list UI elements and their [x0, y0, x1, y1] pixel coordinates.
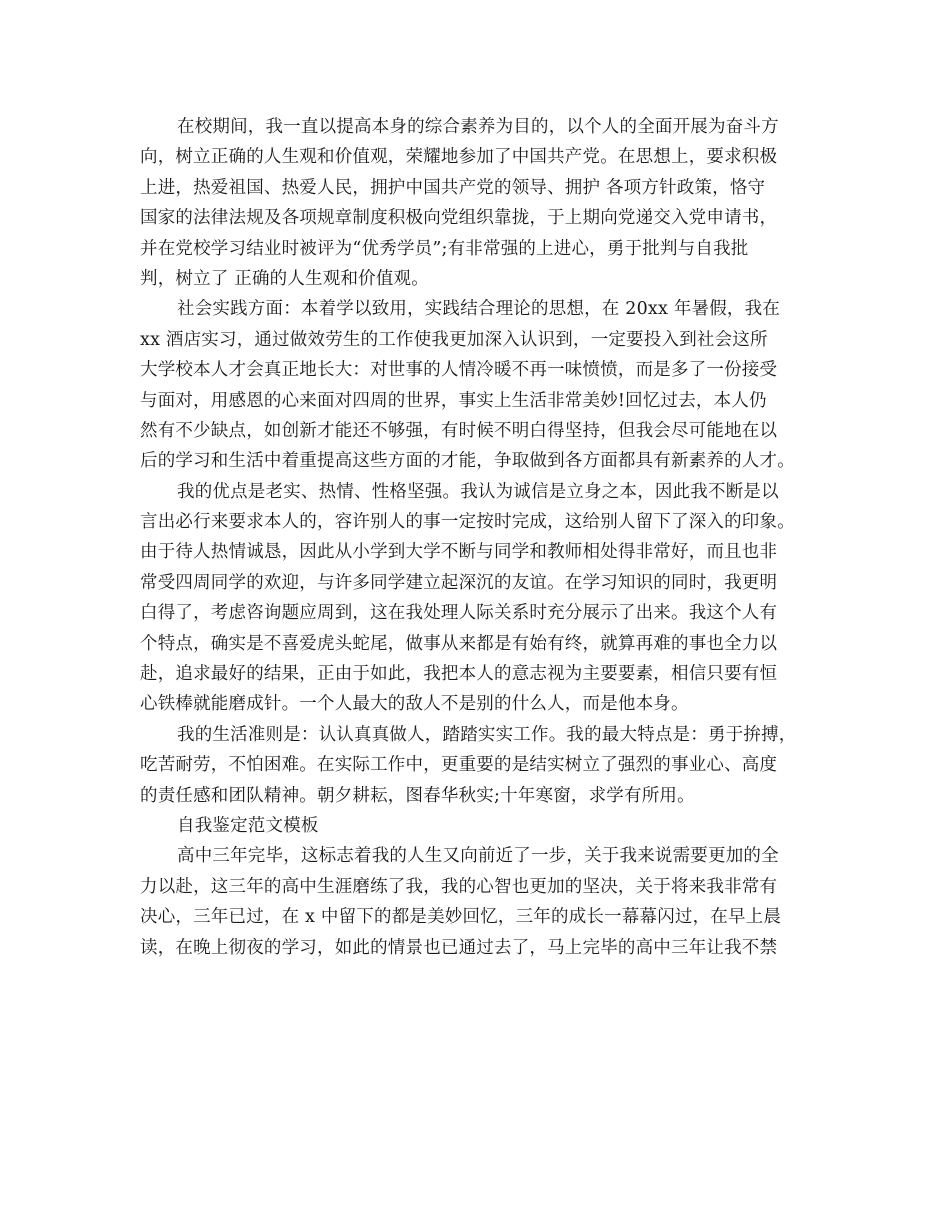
text-line: 个特点，确实是不喜爱虎头蛇尾，做事从来都是有始有终，就算再难的事也全力以	[140, 633, 778, 654]
text-line: 吃苦耐劳，不怕困难。在实际工作中，更重要的是结实树立了强烈的事业心、高度	[140, 755, 778, 776]
text-line: 在校期间，我一直以提高本身的综合素养为目的，以个人的全面开展为奋斗方	[177, 117, 779, 137]
text-line: 读，在晚上彻夜的学习，如此的情景也已通过去了，马上完毕的高中三年让我不禁	[140, 937, 778, 958]
text-line: 大学校本人才会真正地长大：对世事的人情冷暖不再一味愤愤，而是多了一份接受	[140, 360, 778, 381]
text-line: xx 酒店实习，通过做效劳生的工作使我更加深入认识到，一定要投入到社会这所	[140, 329, 768, 350]
text-line: 言出必行来要求本人的，容许别人的事一定按时完成，这给别人留下了深入的印象。	[140, 512, 795, 533]
text-line: 自我鉴定范文模板	[177, 815, 319, 836]
text-line: 社会实践方面：本着学以致用，实践结合理论的思想，在 20xx 年暑假，我在	[177, 299, 781, 320]
text-line: 上进，热爱祖国、热爱人民，拥护中国共产党的领导、拥护 各项方针政策，恪守	[140, 177, 766, 198]
text-line: 高中三年完毕，这标志着我的人生又向前近了一步，关于我来说需要更加的全	[177, 846, 779, 867]
text-line: 决心，三年已过，在 x 中留下的都是美妙回忆，三年的成长一幕幕闪过，在早上晨	[140, 907, 782, 928]
text-line: 白得了，考虑咨询题应周到，这在我处理人际关系时充分展示了出来。我这个人有	[140, 603, 778, 624]
text-line: 判，树立了 正确的人生观和价值观。	[140, 268, 429, 289]
text-line: 向，树立正确的人生观和价值观，荣耀地参加了中国共产党。在思想上，要求积极	[140, 147, 778, 168]
text-line: 然有不少缺点，如创新才能还不够强，有时候不明白得坚持，但我会尽可能地在以	[140, 420, 778, 441]
text-line: 国家的法律法规及各项规章制度积极向党组织靠拢，于上期向党递交入党申请书，	[140, 208, 778, 229]
text-line: 的责任感和团队精神。朝夕耕耘，图春华秋实;十年寒窗，求学有所用。	[140, 785, 695, 806]
document-body	[140, 112, 820, 963]
text-line: 我的生活准则是：认认真真做人，踏踏实实工作。我的最大特点是：勇于拚搏，	[177, 724, 797, 745]
text-line: 并在党校学习结业时被评为“优秀学员”;有非常强的上进心，勇于批判与自我批	[140, 238, 749, 259]
text-line: 常受四周同学的欢迎，与许多同学建立起深沉的友谊。在学习知识的同时，我更明	[140, 572, 778, 593]
text-line: 我的优点是老实、热情、性格坚强。我认为诚信是立身之本，因此我不断是以	[177, 481, 779, 502]
text-line: 赴，追求最好的结果，正由于如此，我把本人的意志视为主要要素，相信只要有恒	[140, 664, 778, 685]
text-line: 心铁棒就能磨成针。一个人最大的敌人不是别的什么人，而是他本身。	[140, 694, 689, 715]
text-line: 后的学习和生活中着重提高这些方面的才能，争取做到各方面都具有新素养的人才。	[140, 451, 795, 472]
text-line: 力以赴，这三年的高中生涯磨练了我，我的心智也更加的坚决，关于将来我非常有	[140, 876, 778, 897]
text-line: 与面对，用感恩的心来面对四周的世界，事实上生活非常美妙!回忆过去，本人仍	[140, 390, 767, 411]
text-line: 由于待人热情诚恳，因此从小学到大学不断与同学和教师相处得非常好，而且也非	[140, 542, 778, 563]
